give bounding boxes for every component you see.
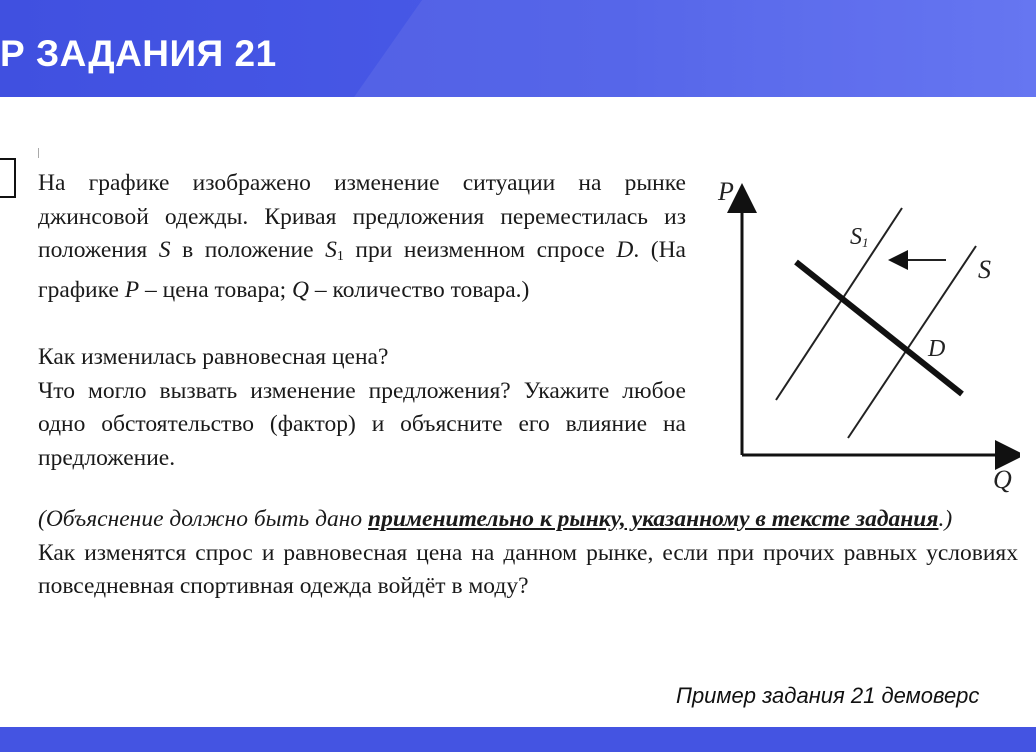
task-paragraph-1 — [38, 167, 686, 307]
task-text-part: при неизменном спросе — [343, 237, 617, 263]
var-p: P — [124, 276, 140, 303]
var-d: D — [616, 237, 634, 263]
axis-label-q: Q — [993, 465, 1012, 494]
task-text-part: . (На графике — [38, 237, 686, 303]
task-text-part: в положение — [170, 237, 326, 263]
supply-curve-s1 — [776, 208, 902, 400]
var-s: S — [158, 237, 171, 263]
question-2: Что могло вызвать изменение предложения? Укажите любое одно обстоятельство (фактор) и объясните его влияние на предложение. — [38, 377, 686, 471]
task-text-part: – количество товара.) — [309, 276, 530, 303]
note-end: .) — [938, 506, 953, 532]
margin-mark — [38, 148, 39, 158]
label-d: D — [928, 336, 946, 362]
note-start: (Объяснение должно быть дано — [38, 506, 369, 532]
var-s1: S — [325, 237, 337, 263]
question-1: Как изменилась равновесная цена? — [38, 344, 389, 370]
task-text-part: – цена товара; — [139, 276, 293, 303]
label-s1: S1 — [850, 224, 869, 250]
var-s1-subscript: 1 — [336, 249, 344, 264]
label-s: S — [978, 255, 991, 284]
task-text-part: На графике изображено изменение ситуации на рынке джинсовой одежды. Кривая предложения переместилась из положения — [38, 170, 686, 263]
header-banner — [0, 0, 1036, 97]
answer-checkbox[interactable] — [0, 158, 16, 198]
task-lower-text — [38, 503, 1018, 604]
header-decoration — [310, 0, 1036, 97]
footer-caption: Пример задания 21 демоверс — [676, 683, 980, 708]
explanation-note — [38, 503, 1018, 537]
axis-label-p: P — [718, 177, 734, 206]
question-3: Как изменятся спрос и равновесная цена на данном рынке, если при прочих равных условиях повседневная спортивная одежда войдёт в моду? — [38, 539, 1018, 599]
supply-curve-s — [848, 246, 976, 438]
note-emphasis: применительно к рынку, указанному в тексте задания — [368, 506, 939, 532]
supply-demand-graph — [700, 170, 1020, 500]
footer-bar — [0, 727, 1036, 752]
var-q: Q — [292, 276, 310, 303]
page-title: Р ЗАДАНИЯ 21 — [0, 33, 277, 74]
demand-curve-d — [796, 262, 962, 394]
task-text — [38, 167, 686, 475]
